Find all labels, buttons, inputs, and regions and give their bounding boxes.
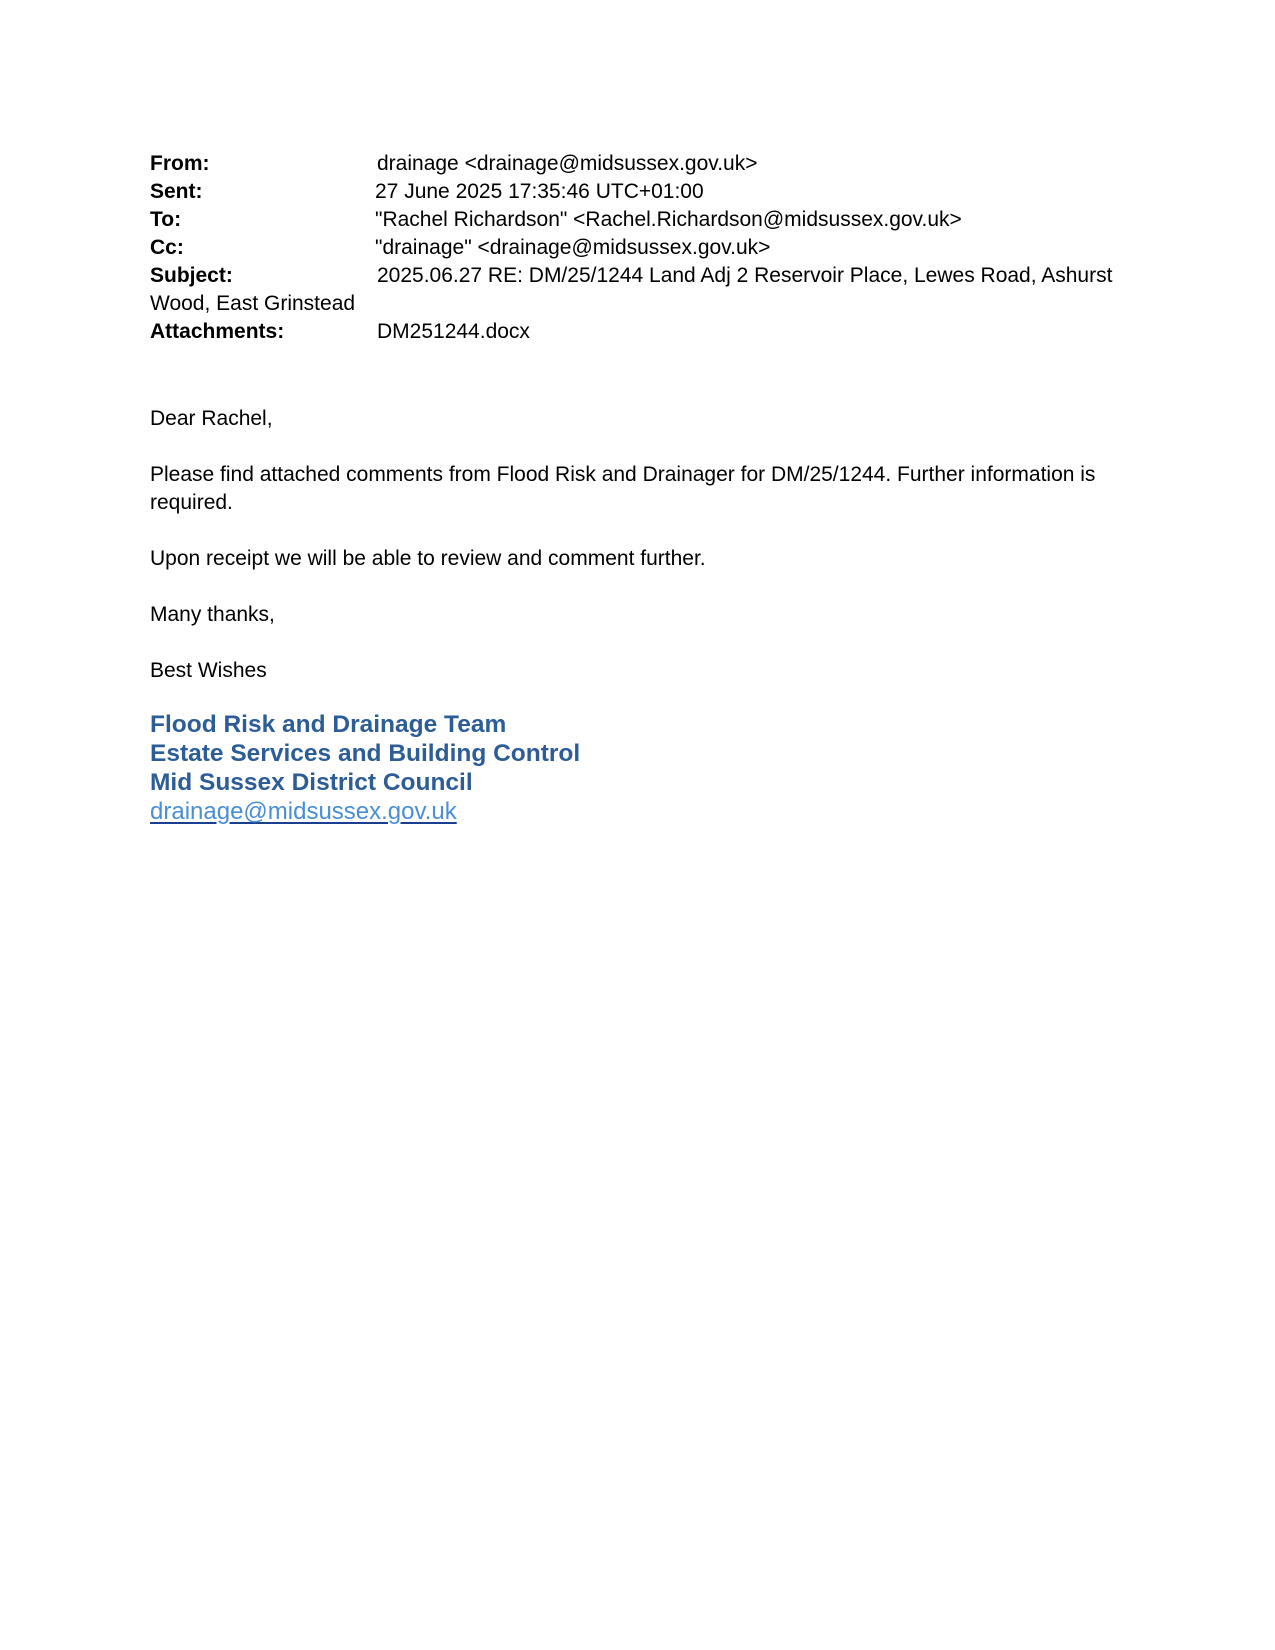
closing-line: Best Wishes (150, 659, 267, 682)
subject-label: Subject: (150, 264, 233, 287)
signature-email-link[interactable]: drainage@midsussex.gov.uk (150, 798, 457, 825)
cc-value: "drainage" <drainage@midsussex.gov.uk> (375, 236, 771, 259)
attachments-label: Attachments: (150, 320, 285, 343)
cc-row (150, 234, 1110, 262)
attachments-row (150, 318, 1110, 346)
cc-label: Cc: (150, 236, 184, 259)
from-row (150, 150, 1110, 178)
to-label: To: (150, 208, 182, 231)
sent-value: 27 June 2025 17:35:46 UTC+01:00 (375, 180, 704, 203)
subject-value-line2: Wood, East Grinstead (150, 292, 356, 315)
to-value: "Rachel Richardson" <Rachel.Richardson@midsussex.gov.uk> (375, 208, 962, 231)
body-paragraph-1: Please find attached comments from Flood Risk and Drainager for DM/25/1244. Further information is required. (150, 463, 1096, 514)
sent-label: Sent: (150, 180, 203, 203)
signature-organisation: Mid Sussex District Council (150, 769, 473, 796)
email-signature (150, 710, 850, 826)
signature-email-wrapper (150, 797, 850, 826)
email-header (150, 150, 1113, 346)
thanks-line: Many thanks, (150, 603, 275, 626)
signature-department: Estate Services and Building Control (150, 740, 581, 767)
to-row (150, 206, 1110, 234)
from-label: From: (150, 152, 210, 175)
attachment-file[interactable]: DM251244.docx (377, 320, 530, 343)
body-paragraph-2: Upon receipt we will be able to review and comment further. (150, 547, 706, 570)
subject-row (150, 262, 1113, 318)
sent-row (150, 178, 1110, 206)
from-value: drainage <drainage@midsussex.gov.uk> (377, 152, 758, 175)
signature-team: Flood Risk and Drainage Team (150, 711, 507, 738)
email-body (150, 405, 1110, 713)
greeting: Dear Rachel, (150, 407, 273, 430)
subject-value-line1: 2025.06.27 RE: DM/25/1244 Land Adj 2 Reservoir Place, Lewes Road, Ashurst (377, 264, 1113, 287)
